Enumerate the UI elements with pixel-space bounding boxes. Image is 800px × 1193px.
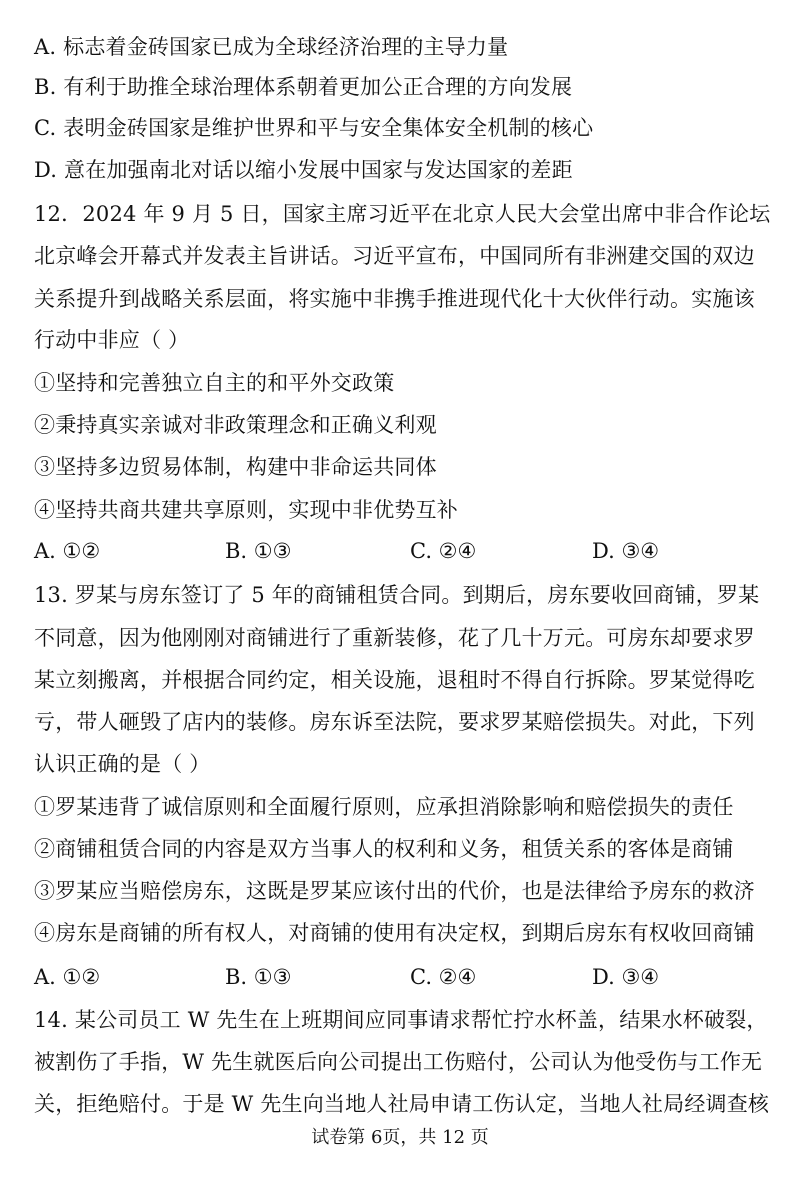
q13-stem-line: 不同意，因为他刚刚对商铺进行了重新装修，花了几十万元。可房东却要求罗: [34, 626, 755, 650]
page-footer: 试卷第 6页，共 12 页: [311, 1127, 489, 1148]
q11-option-d: D. 意在加强南北对话以缩小发展中国家与发达国家的差距: [34, 158, 573, 182]
q13-choices: [34, 962, 774, 992]
q12-stem-line: 关系提升到战略关系层面，将实施中非携手推进现代化十大伙伴行动。实施该: [34, 287, 755, 311]
q13-item-3: ③罗某应当赔偿房东，这既是罗某应该付出的代价，也是法律给予房东的救济: [34, 879, 755, 903]
q12-item-3: ③坚持多边贸易体制，构建中非命运共同体: [34, 455, 437, 479]
q12-item-2: ②秉持真实亲诚对非政策理念和正确义利观: [34, 413, 437, 437]
q14-stem-line: 被割伤了手指，W 先生就医后向公司提出工伤赔付，公司认为他受伤与工作无: [34, 1050, 763, 1074]
q11-option-b: B. 有利于助推全球治理体系朝着更加公正合理的方向发展: [34, 75, 573, 99]
q12-choice-d: D. ③④: [592, 539, 660, 563]
q14-stem-line: 14. 某公司员工 W 先生在上班期间应同事请求帮忙拧水杯盖，结果水杯破裂，: [34, 1008, 768, 1032]
q12-stem-line: 行动中非应（ ）: [34, 328, 190, 352]
q13-item-1: ①罗某违背了诚信原则和全面履行原则，应承担消除影响和赔偿损失的责任: [34, 795, 734, 819]
q12-item-1: ①坚持和完善独立自主的和平外交政策: [34, 371, 395, 395]
q11-option-a: A. 标志着金砖国家已成为全球经济治理的主导力量: [34, 35, 509, 59]
q13-stem-line: 亏，带人砸毁了店内的装修。房东诉至法院，要求罗某赔偿损失。对此，下列: [34, 710, 755, 734]
q13-item-2: ②商铺租赁合同的内容是双方当事人的权利和义务，租赁关系的客体是商铺: [34, 837, 734, 861]
q12-choices: [34, 536, 774, 566]
q11-option-c: C. 表明金砖国家是维护世界和平与安全集体安全机制的核心: [34, 116, 594, 140]
q13-item-4: ④房东是商铺的所有权人，对商铺的使用有决定权，到期后房东有权收回商铺: [34, 921, 755, 945]
q13-choice-c: C. ②④: [410, 965, 477, 989]
q13-choice-b: B. ①③: [225, 965, 292, 989]
q13-choice-d: D. ③④: [592, 965, 660, 989]
q12-choice-c: C. ②④: [410, 539, 477, 563]
q13-stem-line: 认识正确的是（ ）: [34, 752, 211, 776]
q12-choice-a: A. ①②: [34, 539, 101, 563]
q13-stem-line: 13. 罗某与房东签订了 5 年的商铺租赁合同。到期后，房东要收回商铺，罗某: [34, 583, 760, 607]
q12-choice-b: B. ①③: [225, 539, 292, 563]
q14-stem-line: 关，拒绝赔付。于是 W 先生向当地人社局申请工伤认定，当地人社局经调查核: [34, 1092, 770, 1116]
q12-stem-line: 北京峰会开幕式并发表主旨讲话。习近平宣布，中国同所有非洲建交国的双边: [34, 244, 755, 268]
q13-choice-a: A. ①②: [34, 965, 101, 989]
q13-stem-line: 某立刻搬离，并根据合同约定，相关设施，退租时不得自行拆除。罗某觉得吃: [34, 668, 755, 692]
q12-item-4: ④坚持共商共建共享原则，实现中非优势互补: [34, 498, 458, 522]
q12-stem-line: 12．2024 年 9 月 5 日，国家主席习近平在北京人民大会堂出席中非合作论坛: [34, 202, 771, 226]
